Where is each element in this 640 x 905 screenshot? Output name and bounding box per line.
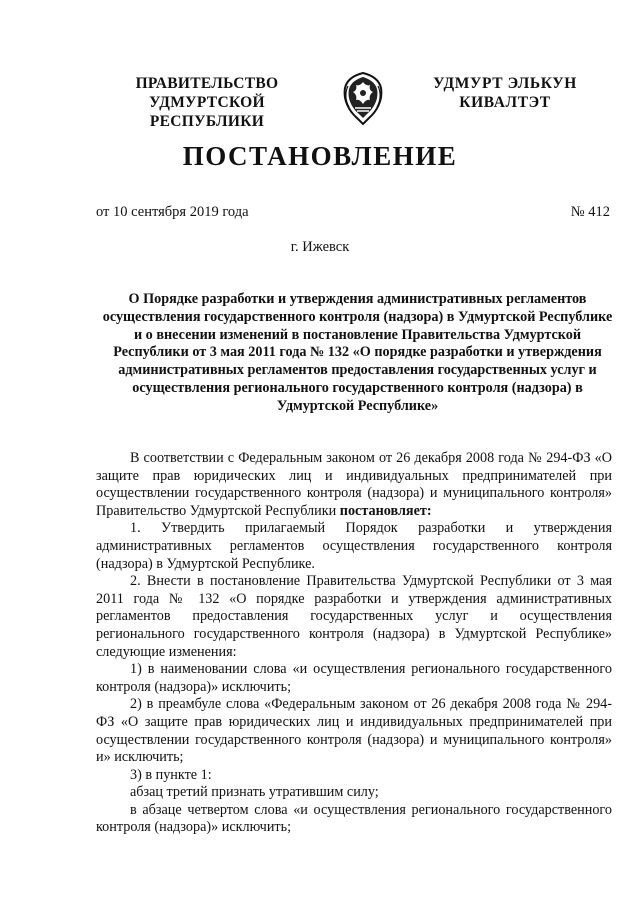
org-name-russian-line1: ПРАВИТЕЛЬСТВО [135,75,279,92]
document-date: от 10 сентября 2019 года [96,204,249,220]
org-name-udmurt-line2: КИВАЛТЭТ [459,94,551,111]
document-title: ПОСТАНОВЛЕНИЕ [182,141,458,171]
paragraph-subitem-3-clause-b: в абзаце четвертом слова «и осуществления регионального государственного контроля (надзора)» исключить; [96,801,612,836]
org-name-udmurt-line1: УДМУРТ ЭЛЬКУН [433,75,577,92]
paragraph-subitem-1: 1) в наименовании слова «и осуществления регионального государственного контроля (надзора)» исключить; [96,661,612,695]
org-name-russian-line2: УДМУРТСКОЙ РЕСПУБЛИКИ [149,94,265,130]
document-body [96,450,612,837]
paragraph-preamble [96,450,612,520]
letterhead [0,70,640,140]
document-city: г. Ижевск [290,239,350,255]
paragraph-subitem-2: 2) в преамбуле слова «Федеральным законом от 26 декабря 2008 года № 294-ФЗ «О защите прав юридических лиц и индивидуальных предпринимателей при осуществлении государственного контроля (надзора) и муниципального контроля» и» исключить; [96,696,612,766]
document-number: № 412 [570,204,610,220]
paragraph-item-2: 2. Внести в постановление Правительства Удмуртской Республики от 3 мая 2011 года № 132 «О порядке разработки и утверждения административных регламентов предоставления государственных услуг и осуществления регионального государственного контроля (надзора) в Удмуртской Республике» следующие изменения: [96,573,612,660]
coat-of-arms-emblem-icon [340,70,386,128]
preamble-text: В соответствии с Федеральным законом от 26 декабря 2008 года № 294-ФЗ «О защите прав юридических лиц и индивидуальных предпринимателей при осуществлении государственного контроля (надзора) и муниципального контроля» Правительство Удмуртской Республики [96,450,612,519]
document-subject: О Порядке разработки и утверждения административных регламентов осуществления государственного контроля (надзора) в Удмуртской Республике и о внесении изменений в постановление Правительства Удмуртской Республики от 3 мая 2011 года № 132 «О порядке разработки и утверждения административных регламентов предоставления государственных услуг и осуществления регионального государственного контроля (надзора) в Удмуртской Республике» [102,291,613,414]
preamble-decision-word: постановляет: [339,502,432,519]
org-name-russian [92,74,322,131]
paragraph-item-1: 1. Утвердить прилагаемый Порядок разработки и утверждения административных регламентов осуществления государственного контроля (надзора) в Удмуртской Республике. [96,520,612,572]
paragraph-subitem-3: 3) в пункте 1: [130,766,212,783]
org-name-udmurt [415,74,595,112]
paragraph-subitem-3-clause-a: абзац третий признать утратившим силу; [130,784,379,801]
